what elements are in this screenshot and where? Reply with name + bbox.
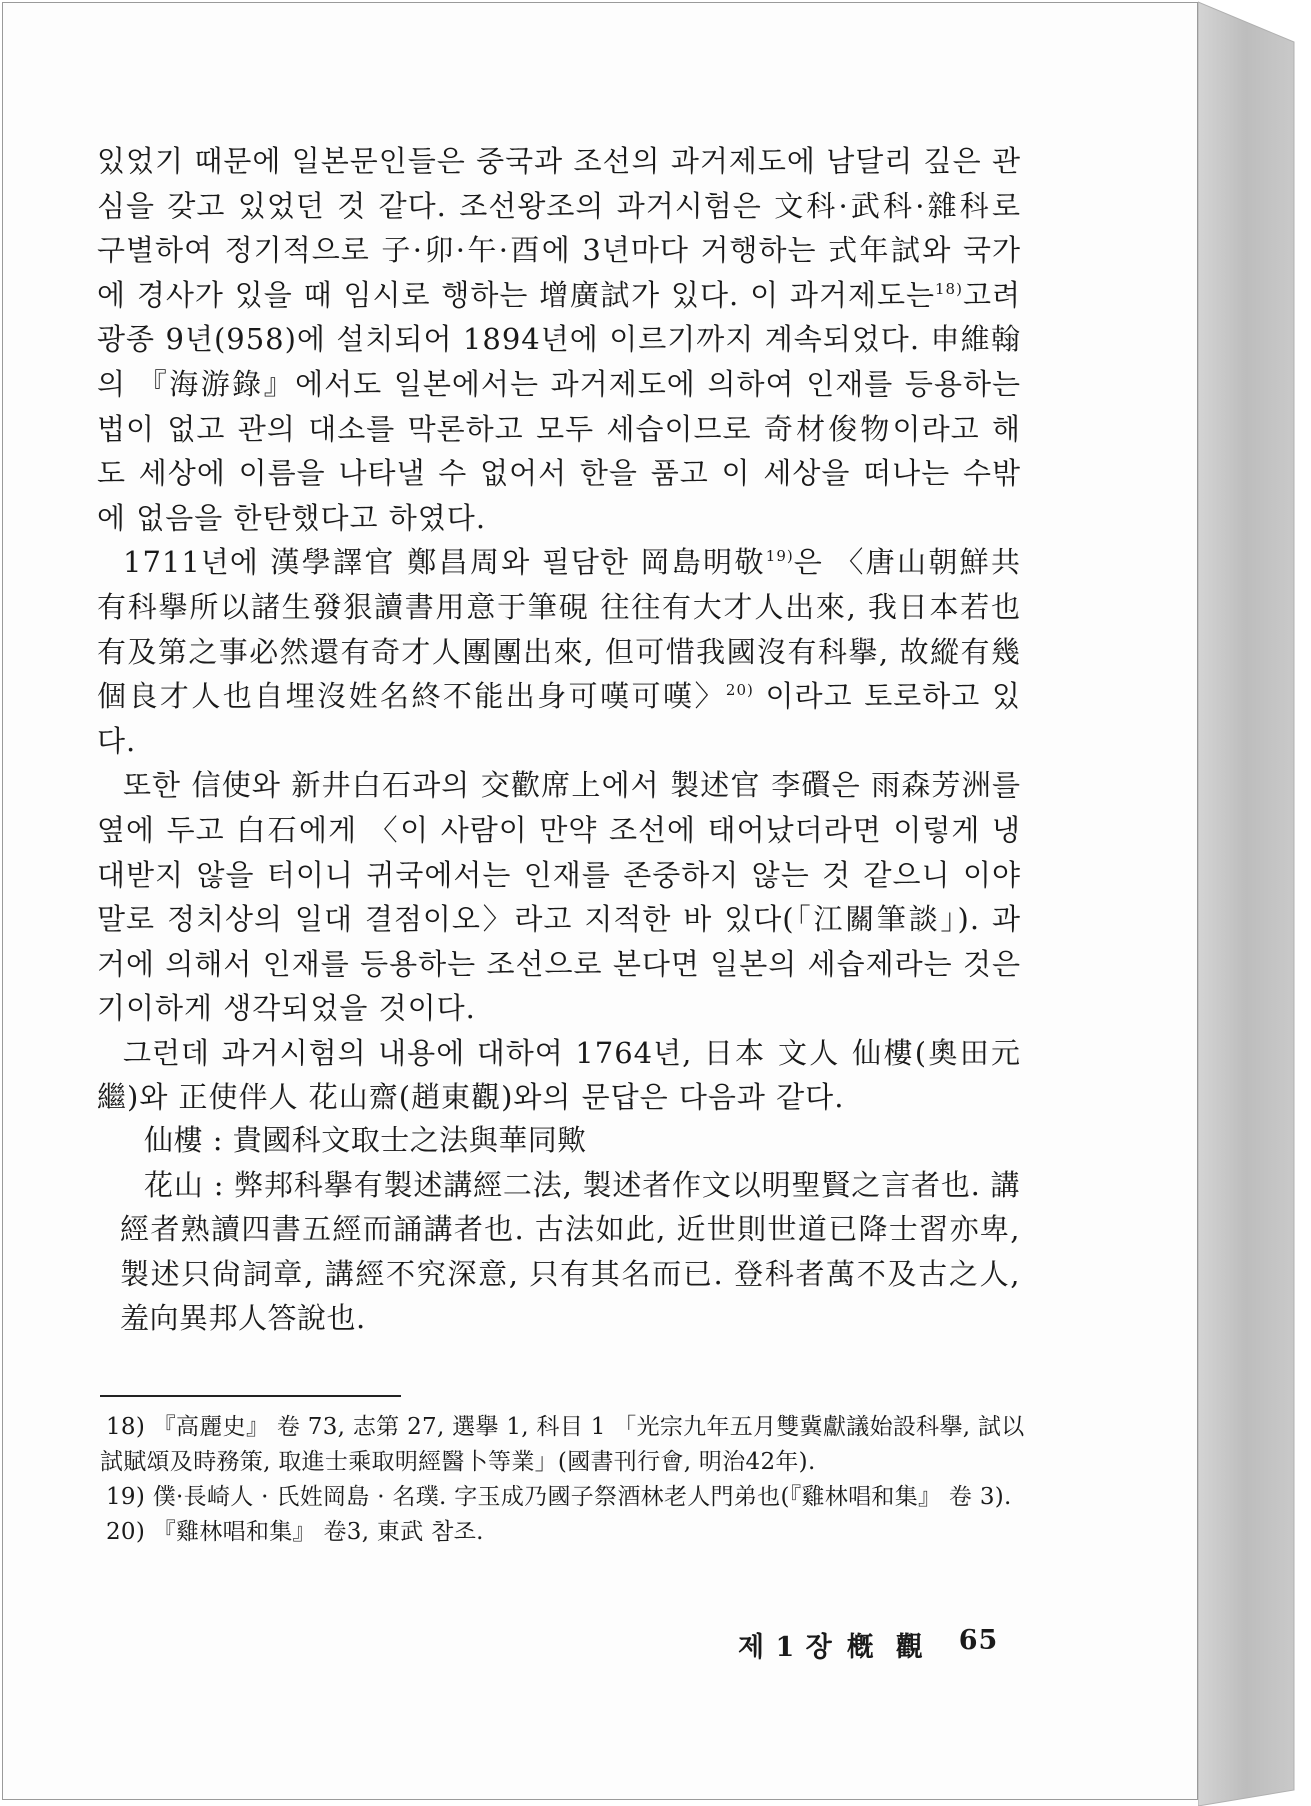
paragraph-2 — [97, 540, 1021, 763]
chapter-label: 제 1 장 — [738, 1632, 833, 1663]
paragraph-1-text-a: 있었기 때문에 일본문인들은 중국과 조선의 과거제도에 남달리 깊은 관심을 갖고 있었던 것 같다. 조선왕조의 과거시험은 文科·武科·雜科로 구별하여 정기적으로 子·卯·午·酉에 3년마다 거행하는 式年試와 국가에 경사가 있을 때 임시로 행하는 增廣試가 있다. 이 과거제도는 — [97, 144, 1021, 312]
paragraph-2-text-a: 1711년에 漢學譯官 鄭昌周와 필담한 岡島明敬 — [123, 545, 766, 580]
book-side-edge — [1198, 0, 1311, 1806]
footnote-ref-18: 18) — [935, 279, 963, 298]
footnote-19: 19) 僕·長崎人 · 氏姓岡島 · 名璞. 字玉成乃國子祭酒林老人門弟也(『雞林唱和集』 卷 3). — [106, 1484, 1012, 1510]
footnote-ref-19: 19) — [765, 547, 794, 566]
paragraph-1-text-b: 고려 광종 9년(958)에 설치되어 1894년에 이르기까지 계속되었다. 申維翰의 『海游錄』에서도 일본에서는 과거제도에 의하여 인재를 등용하는 법이 없고 관의 대소를 막론하고 모두 세습이므로 奇材俊物이라고 해도 세상에 이름을 나타낼 수 없어서 한을 품고 이 세상을 떠나는 수밖에 없음을 한탄했다고 하였다. — [97, 277, 1021, 535]
chapter-title: 槪觀 — [846, 1632, 945, 1663]
quote-line-hwasan: 花山 : 弊邦科擧有製述講經二法, 製述者作文以明聖賢之言者也. 講經者熟讀四書五經而誦講者也. 古法如此, 近世則世道已降士習亦卑, 製述只尙詞章, 講經不究深意, 只有其名而已. 登科者萬不及古之人, 羞向異邦人答說也. — [120, 1167, 1020, 1335]
body-text — [97, 139, 1021, 1120]
paragraph-2-text-b: 은 〈唐山朝鮮共有科擧所以諸生發狠讀書用意于筆硯 往往有大才人出來, 我日本若也有及第之事必然還有奇才人團團出來, 但可惜我國沒有科擧, 故縱有幾個良才人也自埋沒姓名終不能出身可嘆可嘆〉 — [97, 545, 1021, 714]
footnote-20: 20) 『雞林唱和集』 卷3, 東武 참조. — [106, 1519, 484, 1545]
paragraph-1 — [97, 139, 1021, 540]
paragraph-4: 그런데 과거시험의 내용에 대하여 1764년, 日本 文人 仙樓(奧田元繼)와 正使伴人 花山齋(趙東觀)와의 문답은 다음과 같다. — [97, 1035, 1021, 1115]
footnote-18: 18) 『高麗史』 卷 73, 志第 27, 選擧 1, 科目 1 「光宗九年五月雙冀獻議始設科擧, 試以試賦頌及時務策, 取進士乘取明經醫卜等業」(國書刊行會, 明治42年). — [100, 1414, 1025, 1475]
dialogue-quote — [120, 1118, 1020, 1341]
book-page — [2, 2, 1198, 1800]
footnote-divider — [100, 1395, 401, 1397]
paragraph-2-text-c: 이라고 토로하고 있다. — [97, 679, 1021, 758]
paragraph-3: 또한 信使와 新井白石과의 交歡席上에서 製述官 李礥은 雨森芳洲를 옆에 두고 白石에게 〈이 사람이 만약 조선에 태어났더라면 이렇게 냉대받지 않을 터이니 귀국에서는 인재를 존중하지 않는 것 같으니 이야말로 정치상의 일대 결점이오〉라고 지적한 바 있다(「江關筆談」). 과거에 의해서 인재를 등용하는 조선으로 본다면 일본의 세습제라는 것은 기이하게 생각되었을 것이다. — [97, 768, 1021, 1026]
footnote-ref-20: 20) — [725, 681, 754, 700]
page-number: 65 — [958, 1625, 999, 1656]
page-footer — [738, 1625, 1038, 1664]
footnotes — [100, 1410, 1032, 1550]
quote-line-senro: 仙樓 : 貴國科文取士之法與華同歟 — [144, 1123, 587, 1157]
